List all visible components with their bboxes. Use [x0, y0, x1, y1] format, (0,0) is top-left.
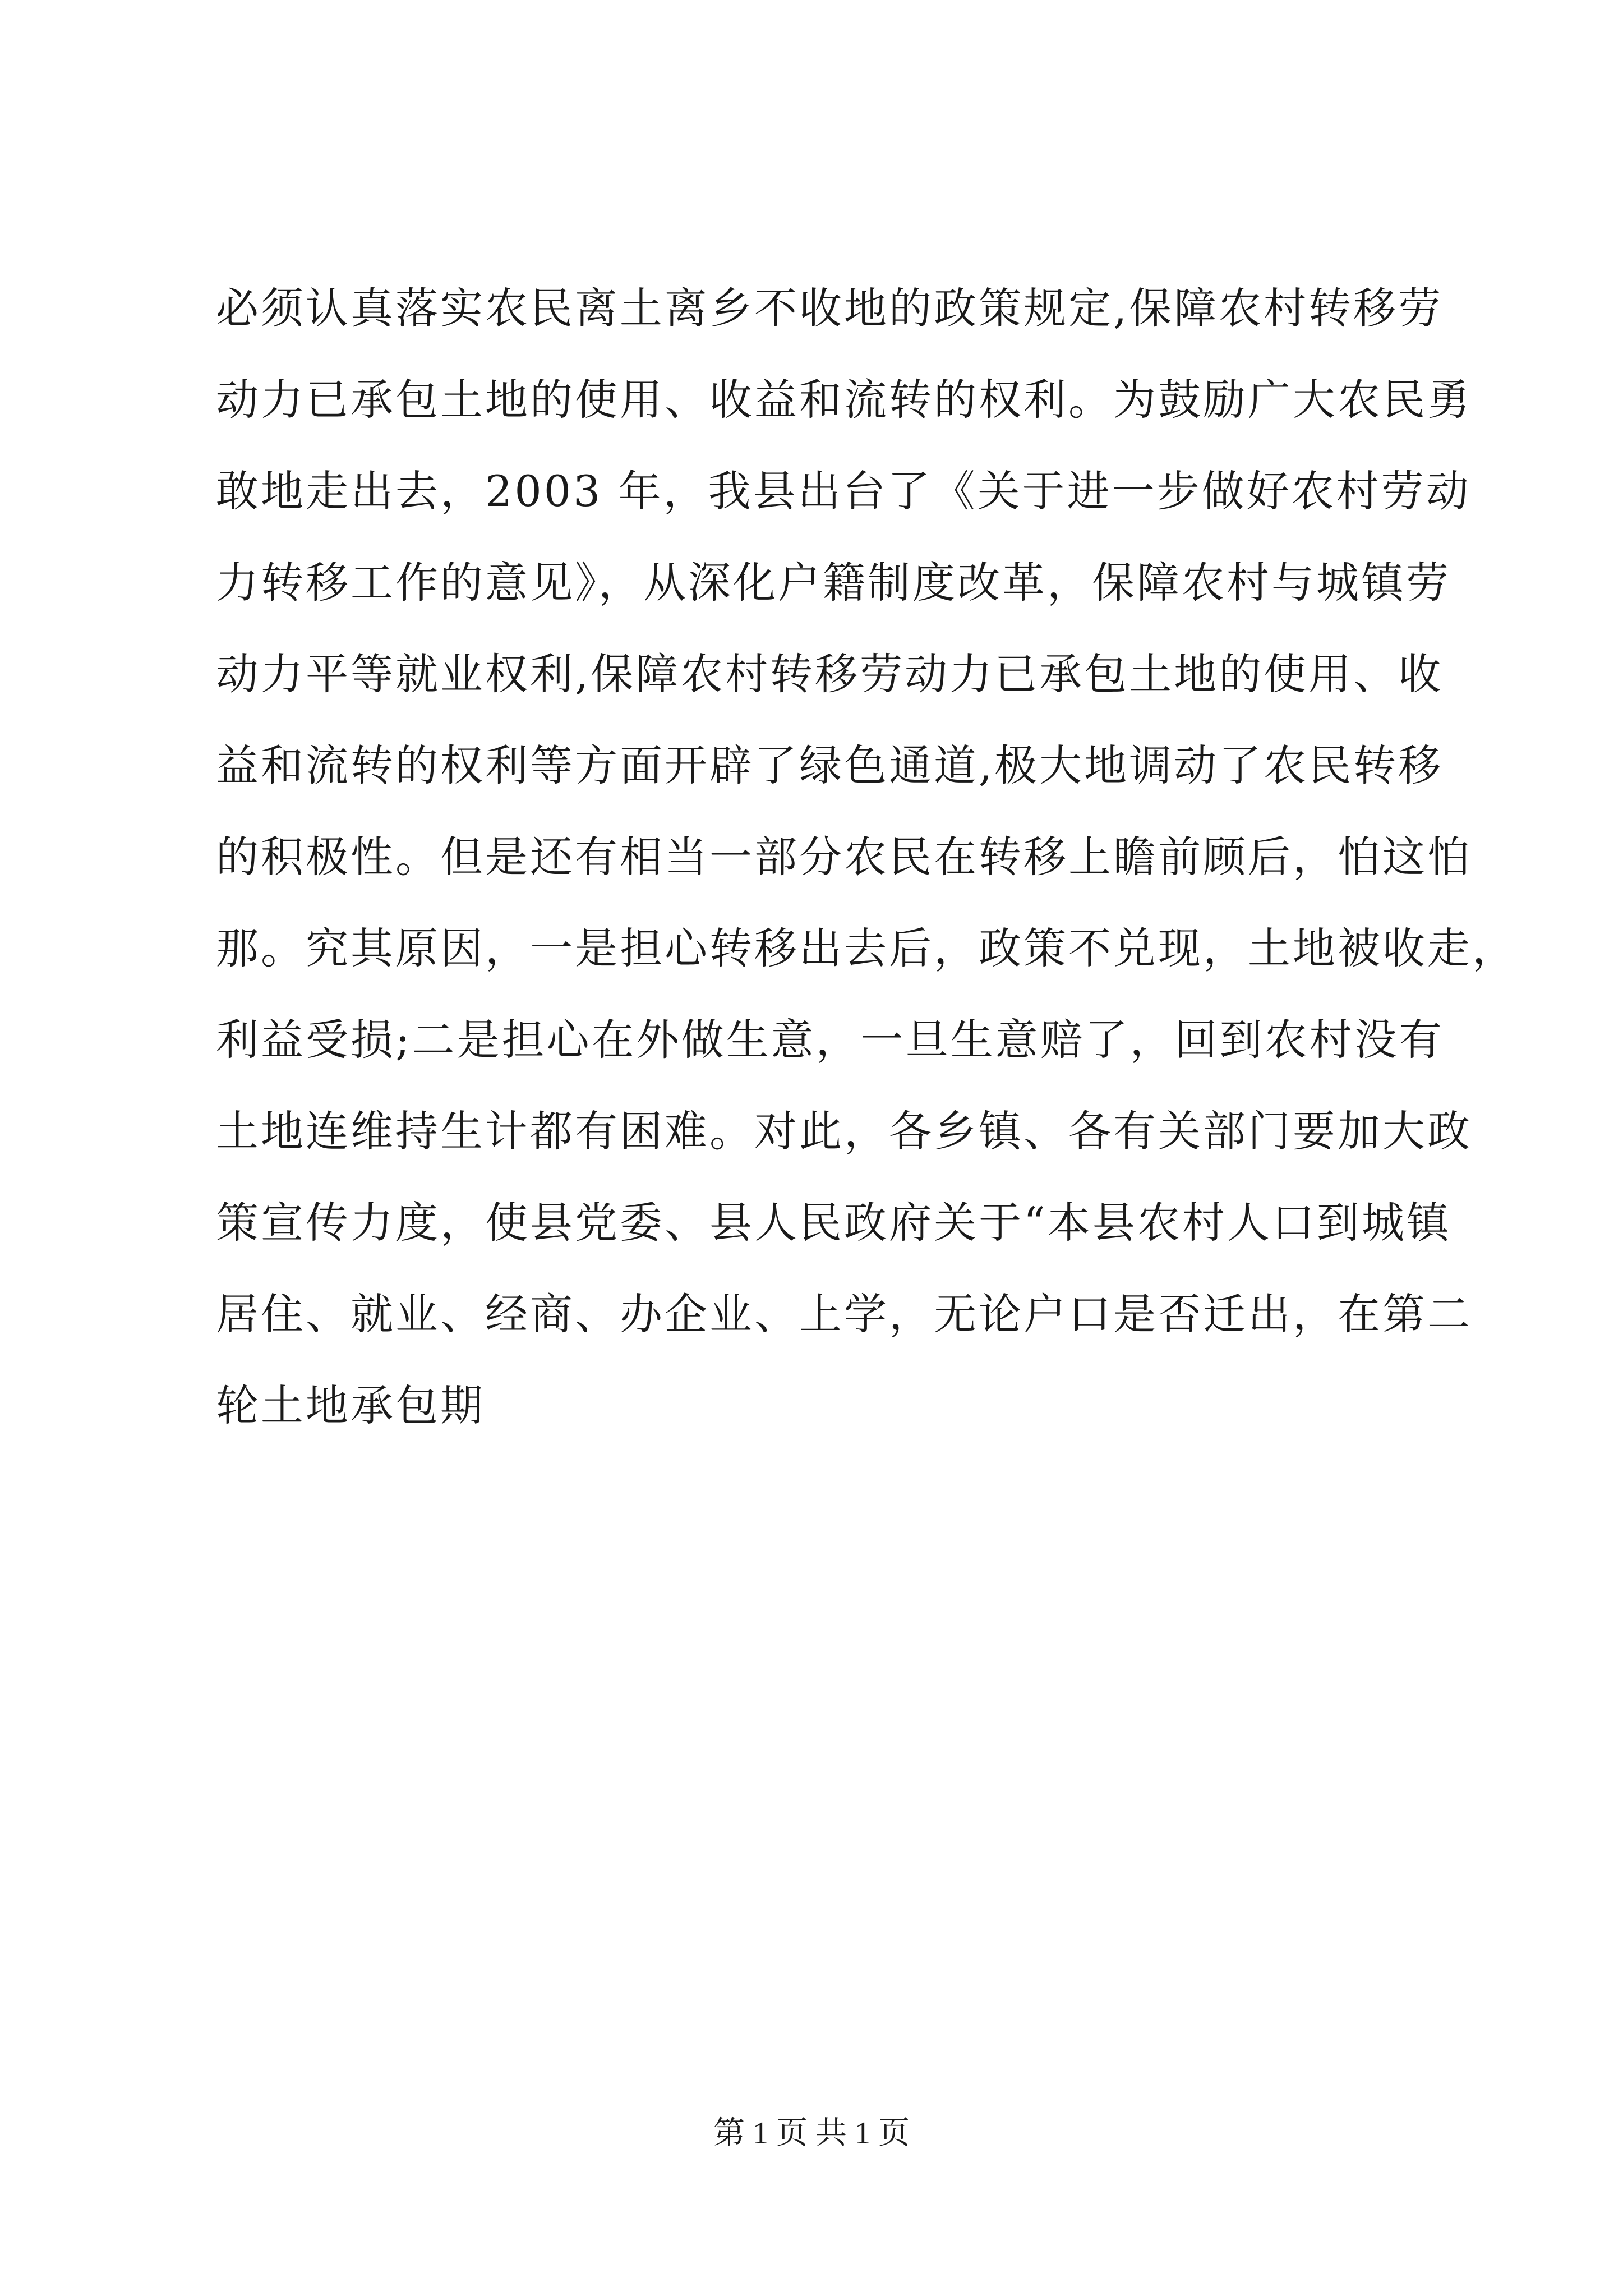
text-line: 益和流转的权利等方面开辟了绿色通道,极大地调动了农民转移: [216, 740, 1444, 790]
body-paragraph: [216, 263, 1517, 1451]
text-line: 动力平等就业权利,保障农村转移劳动力已承包土地的使用、收: [216, 649, 1444, 699]
text-line: 利益受损;二是担心在外做生意，一旦生意赔了，回到农村没有: [216, 1015, 1444, 1065]
page-number-footer: 第 1 页 共 1 页: [713, 2116, 910, 2151]
text-line: 敢地走出去，2003 年，我县出台了《关于进一步做好农村劳动: [216, 466, 1471, 516]
text-line: 土地连维持生计都有困难。对此，各乡镇、各有关部门要加大政: [216, 1106, 1472, 1156]
text-line: 力转移工作的意见》，从深化户籍制度改革，保障农村与城镇劳: [216, 558, 1451, 608]
text-line: 策宣传力度，使县党委、县人民政府关于“本县农村人口到城镇: [216, 1198, 1451, 1248]
text-line: 那。究其原因，一是担心转移出去后，政策不兑现，土地被收走，: [216, 923, 1517, 973]
text-line: 轮土地承包期: [216, 1381, 485, 1430]
text-line: 居住、就业、经商、办企业、上学，无论户口是否迁出，在第二: [216, 1289, 1472, 1339]
text-line: 必须认真落实农民离土离乡不收地的政策规定,保障农村转移劳: [216, 283, 1444, 333]
text-line: 动力已承包土地的使用、收益和流转的权利。为鼓励广大农民勇: [216, 375, 1472, 425]
text-line: 的积极性。但是还有相当一部分农民在转移上瞻前顾后，怕这怕: [216, 832, 1472, 882]
